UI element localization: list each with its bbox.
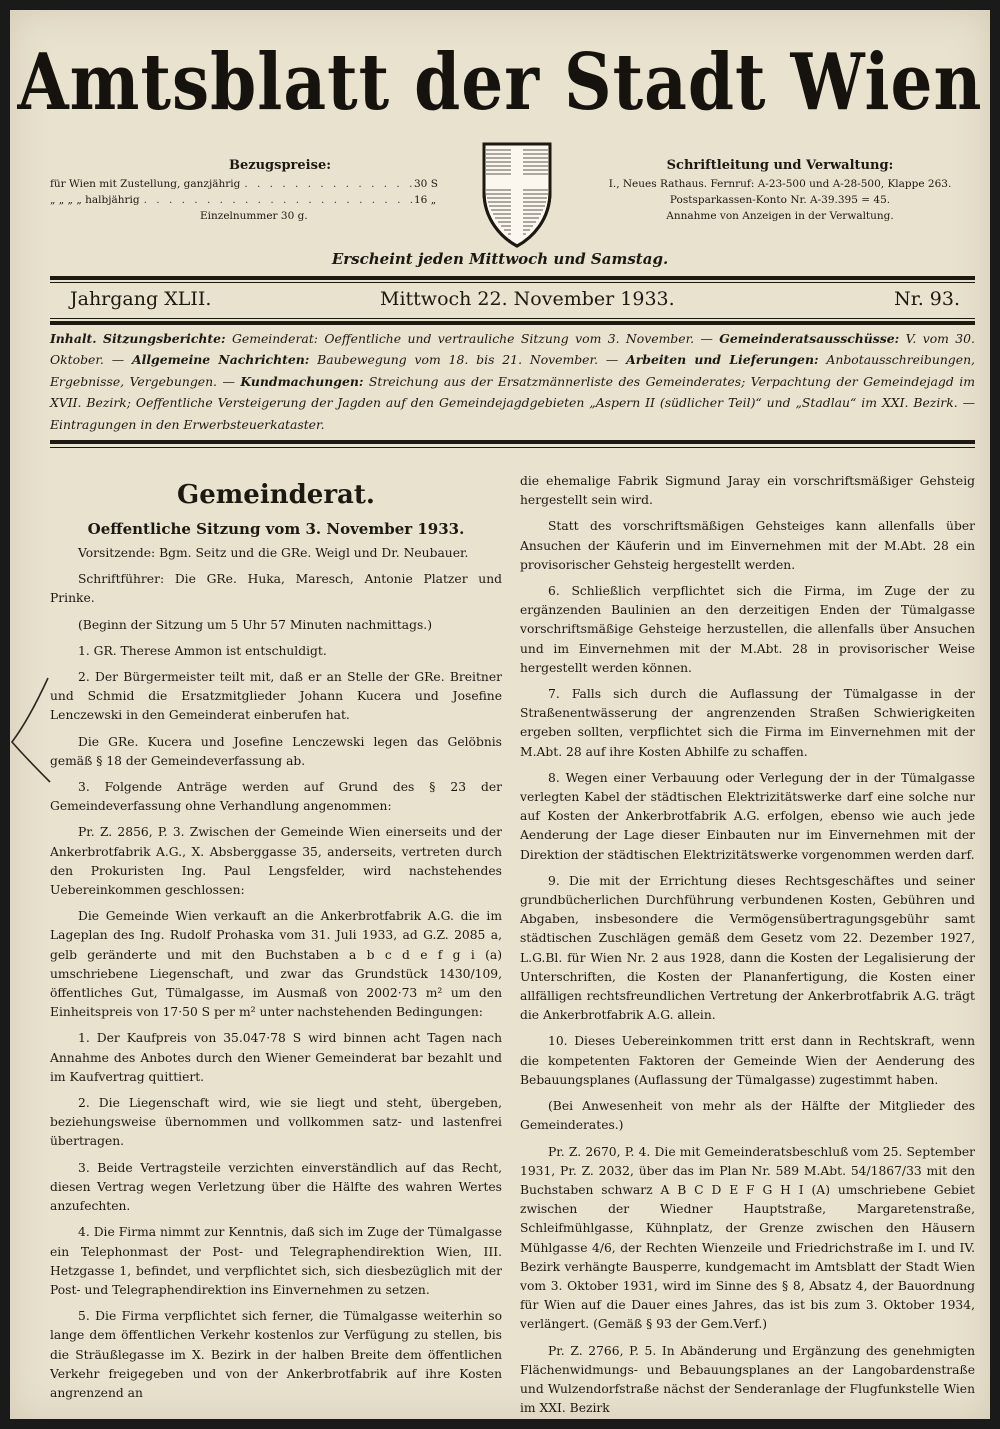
- contents-text: Streichung aus der Ersatzmännerliste des Gemeinderates; Verpachtung der Gemeindejagd im XVII. Bezirk; Oeffentliche Versteigerung der Jagden auf den Gemeindejagdgebieten „Aspern II (südlicher Teil)“ und „Stadlau“ im XXI. Bezirk. —: [50, 373, 975, 411]
- paragraph: 3. Folgende Anträge werden auf Grund des § 23 der Gemeindeverfassung ohne Verhandlung angenommen:: [50, 780, 502, 814]
- contents-section: Kundmachungen:: [240, 373, 364, 389]
- paragraph: 9. Die mit der Errichtung dieses Rechtsgeschäftes und seiner grundbücherlichen Durchführung verbundenen Kosten, Gebühren und Abgaben, insbesondere die Vermögensübertragungsgebühr samt städtischen Zuschlägen gemäß dem Gesetz vom 22. Dezember 1927, L.G.Bl. für Wien Nr. 2 aus 1928, dann die Kosten der Legalisierung der Unterschriften, die Kosten der Plananfertigung, die Kosten einer allfälligen rechtsfreundlichen Vertretung der Ankerbrotfabrik A.G. trägt die Ankerbrotfabrik A.G. allein.: [520, 873, 975, 1023]
- contents-label: Inhalt.: [50, 331, 97, 346]
- divider: [50, 447, 975, 448]
- single-issue-price: Einzelnummer 30 g.: [200, 210, 308, 222]
- price-row: [50, 192, 450, 208]
- dot-leader: [140, 192, 414, 208]
- paragraph: Pr. Z. 2856, P. 3. Zwischen der Gemeinde Wien einerseits und der Ankerbrotfabrik A.G., X. Absberggasse 35, anderseits, vertreten durch den Prokuristen Ing. Paul Lengsfelder, wird nachstehendes Uebereinkommen geschlossen:: [50, 825, 502, 898]
- contents-text: Baubewegung vom 18. bis 21. November. —: [309, 352, 627, 368]
- contents-section: Gemeinderatsausschüsse:: [719, 331, 900, 346]
- paragraph: Vorsitzende: Bgm. Seitz und die GRe. Weigl und Dr. Neubauer.: [78, 546, 469, 560]
- section-heading: Gemeinderat.: [177, 480, 375, 510]
- contents-text: Eintragungen in den Erwerbsteuerkataster.: [50, 416, 325, 432]
- left-column: [50, 472, 502, 1410]
- right-column: [520, 472, 975, 1419]
- masthead-title: Amtsblatt der Stadt Wien: [17, 36, 983, 129]
- price-row-value: 30 S: [414, 178, 438, 190]
- paragraph: 2. Der Bürgermeister teilt mit, daß er an Stelle der GRe. Breitner und Schmid die Ersatzmitglieder Johann Kucera und Josefine Lenczewski in den Gemeinderat einberufen hat.: [50, 670, 502, 723]
- paragraph: 7. Falls sich durch die Auflassung der Tümalgasse in der Straßenentwässerung der angrenzenden Straßen Schwierigkeiten ergeben sollten, verpflichtet sich die Firma im Einvernehmen mit der M.Abt. 28 auf ihre Kosten Abhilfe zu schaffen.: [520, 687, 975, 759]
- paragraph: 2. Die Liegenschaft wird, wie sie liegt und steht, übergeben, beziehungsweise übernommen und vollkommen satz- und lastenfrei übertragen.: [50, 1096, 502, 1149]
- admin-address: I., Neues Rathaus. Fernruf: A-23-500 und A-28-500, Klappe 263.: [608, 178, 952, 190]
- paragraph: Pr. Z. 2766, P. 5. In Abänderung und Ergänzung des genehmigten Flächenwidmungs- und Bebauungsplanes an der Langobardenstraße und Wulzendorfstraße nächst der Senderanlage der Flugfunkstelle Wien im XXI. Bezirk: [520, 1343, 975, 1416]
- paragraph: Die Gemeinde Wien verkauft an die Ankerbrotfabrik A.G. die im Lageplan des Ing. Rudolf Prohaska vom 31. Juli 1933, ad G.Z. 2085 a, gelb geränderte und mit den Buchstaben a b c d e f g i (a) umschriebene Liegenschaft, und zwar das Grundstück 1430/109, öffentliches Gut, Tümalgasse, im Ausmaß von 2002·73 m² um den Einheitspreis von 17·50 S per m² unter nachstehenden Bedingungen:: [50, 909, 502, 1020]
- contents-section: Allgemeine Nachrichten:: [132, 352, 310, 368]
- paragraph: Statt des vorschriftsmäßigen Gehsteiges kann allenfalls über Ansuchen der Käuferin und im Einvernehmen mit der M.Abt. 28 ein provisorischer Gehsteig hergestellt werden.: [520, 519, 975, 572]
- issue-info: [70, 288, 960, 314]
- admin-heading: Schriftleitung und Verwaltung:: [666, 158, 894, 173]
- paragraph: 8. Wegen einer Verbauung oder Verlegung der in der Tümalgasse verlegten Kabel der städtischen Elektrizitätswerke darf eine solche nur auf Kosten der Ankerbrotfabrik A.G. erfolgen, ebenso wie auch jede Aenderung der Lage dieser Einbauten nur im Einvernehmen mit der Direktion der städtischen Elektrizitätswerke vorgenommen werden darf.: [520, 770, 975, 862]
- contents-section: Arbeiten und Lieferungen:: [626, 352, 819, 368]
- paragraph: Die GRe. Kucera und Josefine Lenczewski legen das Gelöbnis gemäß § 18 der Gemeindeverfassung ab.: [50, 734, 502, 768]
- pencil-mark-icon: [10, 674, 54, 784]
- price-row-label: für Wien mit Zustellung, ganzjährig: [50, 178, 241, 190]
- divider: [50, 321, 975, 325]
- paragraph: Schriftführer: Die GRe. Huka, Maresch, Antonie Platzer und Prinke.: [50, 572, 502, 606]
- paragraph: 5. Die Firma verpflichtet sich ferner, die Tümalgasse weiterhin so lange dem öffentlichen Verkehr kostenlos zur Verfügung zu stellen, bis die Sträußlegasse im X. Bezirk in der halben Breite dem öffentlichen Verkehr freigegeben und von der Ankerbrotfabrik auf ihre Kosten angrenzend an: [50, 1309, 502, 1400]
- publication-schedule: Erscheint jeden Mittwoch und Samstag.: [331, 250, 669, 268]
- paragraph: (Beginn der Sitzung um 5 Uhr 57 Minuten nachmittags.): [78, 617, 433, 632]
- admin-ads-note: Annahme von Anzeigen in der Verwaltung.: [666, 210, 894, 222]
- issue-year: Jahrgang XLII.: [70, 288, 212, 310]
- price-row-value: 16 „: [414, 194, 437, 206]
- issue-date: Mittwoch 22. November 1933.: [380, 288, 675, 310]
- contents-text: Gemeinderat: Oeffentliche und vertrauliche Sitzung vom 3. November. —: [225, 331, 720, 346]
- contents-text: Anbotausschreibungen, Ergebnisse, Vergebungen. —: [50, 352, 975, 389]
- issue-number: Nr. 93.: [894, 288, 960, 310]
- paragraph: die ehemalige Fabrik Sigmund Jaray ein vorschriftsmäßiger Gehsteig hergestellt sein wird.: [520, 474, 975, 508]
- paragraph: (Bei Anwesenheit von mehr als der Hälfte der Mitglieder des Gemeinderates.): [520, 1099, 975, 1133]
- divider: [50, 276, 975, 280]
- price-row-label: „ „ „ „ halbjährig: [50, 194, 140, 206]
- paragraph: 1. Der Kaufpreis von 35.047·78 S wird binnen acht Tagen nach Annahme des Anbotes durch den Wiener Gemeinderat bar bezahlt und im Kaufvertrag quittiert.: [50, 1031, 502, 1084]
- paragraph: 4. Die Firma nimmt zur Kenntnis, daß sich im Zuge der Tümalgasse ein Telephonmast der Post- und Telegraphendirektion Wien, III. Hetzgasse 1, befindet, und verpflichtet sich, sich diesbezüglich mit der Post- und Telegraphendirektion ins Einvernehmen zu setzen.: [50, 1225, 502, 1297]
- paragraph: 6. Schließlich verpflichtet sich die Firma, im Zuge der zu ergänzenden Baulinien an den derzeitigen Enden der Tümalgasse vorschriftsmäßige Gehsteige herzustellen, die allenfalls über Ansuchen und im Einvernehmen mit der M.Abt. 28 in provisorischer Weise hergestellt werden können.: [520, 584, 975, 675]
- divider: [50, 440, 975, 444]
- admin-postal-account: Postsparkassen-Konto Nr. A-39.395 = 45.: [669, 194, 891, 206]
- newspaper-page: [10, 10, 990, 1419]
- paragraph: Pr. Z. 2670, P. 4. Die mit Gemeinderatsbeschluß vom 25. September 1931, Pr. Z. 2032, über das im Plan Nr. 589 M.Abt. 54/1867/33 mit den Buchstaben schwarz A B C D E F G H I (A) umschriebene Gebiet zwischen der Wiedner Hauptstraße, Margaretenstraße, Schleifmühlgasse, Kühnplatz, der Grenze zwischen den Häusern Mühlgasse 4/6, der Rechten Wienzeile und Friedrichstraße im I. und IV. Bezirk verhängte Bausperre, kundgemacht im Amtsblatt der Stadt Wien vom 3. Oktober 1931, wird im Sinne des § 8, Absatz 4, der Bauordnung für Wien auf die Dauer eines Jahres, das ist bis zum 3. Oktober 1934, verlängert. (Gemäß § 93 der Gem.Verf.): [520, 1144, 975, 1332]
- contents-section: Sitzungsberichte:: [103, 331, 226, 346]
- subscription-prices: [50, 158, 450, 224]
- vienna-coat-of-arms-icon: [480, 140, 554, 250]
- dot-leader: [240, 176, 414, 192]
- table-of-contents: [50, 328, 975, 435]
- section-subheading: Oeffentliche Sitzung vom 3. November 1933.: [87, 520, 465, 538]
- divider: [50, 318, 975, 319]
- paragraph: 3. Beide Vertragsteile verzichten einverständlich auf das Recht, diesen Vertrag wegen Verletzung über die Hälfte des wahren Wertes anzufechten.: [50, 1160, 502, 1214]
- paragraph: 10. Dieses Uebereinkommen tritt erst dann in Rechtskraft, wenn die kompetenten Faktoren der Gemeinde Wien der Aenderung des Bebauungsplanes (Auflassung der Tümalgasse) zugestimmt haben.: [520, 1034, 975, 1087]
- paragraph: 1. GR. Therese Ammon ist entschuldigt.: [78, 643, 327, 658]
- contents-text: V. vom 30. Oktober. —: [50, 331, 975, 368]
- prices-heading: Bezugspreise:: [228, 158, 332, 173]
- editorial-office: [590, 158, 970, 224]
- price-row: [50, 176, 450, 192]
- divider: [50, 282, 975, 283]
